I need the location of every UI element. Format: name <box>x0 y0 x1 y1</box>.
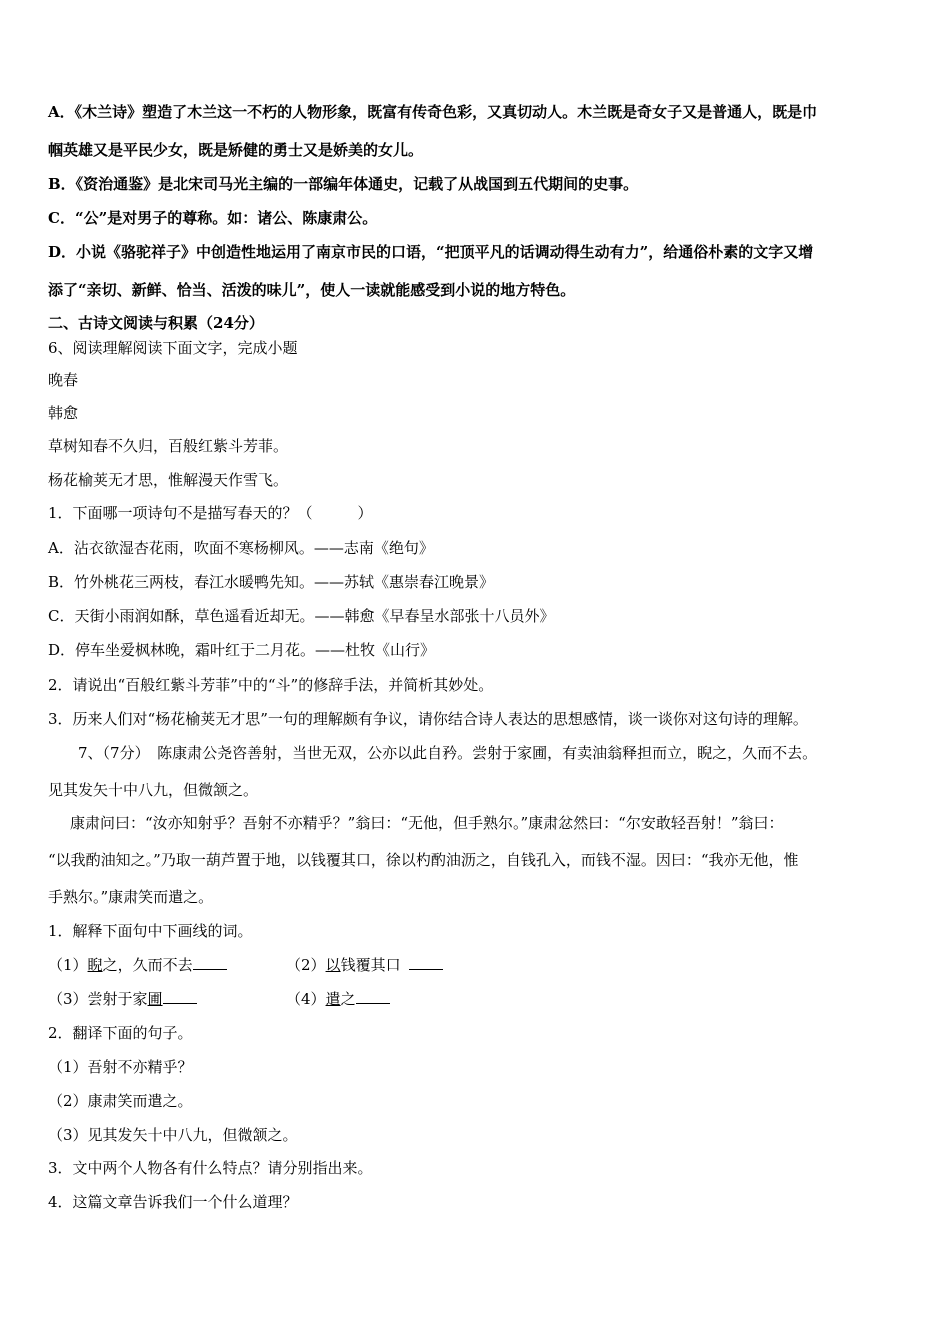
q6-sub1: 1．下面哪一项诗句不是描写春天的？（ ） <box>48 504 373 522</box>
q7-word1-prefix: （1） <box>48 956 88 974</box>
poem-line-2: 杨花榆荚无才思，惟解漫天作雪飞。 <box>48 471 289 489</box>
option-b: B．《资治通鉴》是北宋司马光主编的一部编年体通史，记载了从战国到五代期间的史事。 <box>48 175 639 193</box>
q7-sub2: 2．翻译下面的句子。 <box>48 1024 193 1042</box>
q7-para1-line2: 见其发矢十中八九，但微颔之。 <box>48 781 259 799</box>
q6-choice-c: C．天街小雨润如酥，草色遥看近却无。——韩愈《早春呈水部张十八员外》 <box>48 607 555 625</box>
q6-sub2: 2．请说出“百般红紫斗芳菲”中的“斗”的修辞手法，并简析其妙处。 <box>48 676 494 694</box>
poem-author: 韩愈 <box>48 404 79 422</box>
q7-para2-line3: 手熟尔。”康肃笑而遣之。 <box>48 888 214 906</box>
q7-para2-line2: “以我酌油知之。”乃取一葫芦置于地，以钱覆其口，徐以杓酌油沥之，自钱孔入，而钱不湿。因曰：“我亦无他，惟 <box>48 851 799 869</box>
q7-word1-suffix: 之，久而不去 <box>102 956 193 974</box>
q7-word4-underlined: 遣 <box>325 990 341 1008</box>
q6-choice-a: A．沾衣欲湿杏花雨，吹面不寒杨柳风。——志南《绝句》 <box>48 539 434 557</box>
q7-word4-prefix: （4） <box>286 990 326 1008</box>
q6-intro: 6、阅读理解阅读下面文字，完成小题 <box>48 339 298 357</box>
q7-translate-3: （3）见其发矢十中八九，但微颔之。 <box>48 1126 298 1144</box>
q7-word4 <box>286 989 390 1009</box>
q7-word2 <box>286 955 443 975</box>
poem-title: 晚春 <box>48 371 79 389</box>
q7-word2-prefix: （2） <box>286 956 326 974</box>
option-a-line2: 帼英雄又是平民少女，既是矫健的勇士又是娇美的女儿。 <box>48 141 424 159</box>
q7-word3 <box>48 989 197 1009</box>
q7-sub1: 1．解释下面句中下画线的词。 <box>48 922 253 940</box>
q6-choice-d: D．停车坐爱枫林晚，霜叶红于二月花。——杜牧《山行》 <box>48 641 436 659</box>
q7-word2-answer-blank[interactable] <box>409 955 443 970</box>
q7-word3-underlined: 圃 <box>147 990 163 1008</box>
option-d-line1: D．小说《骆驼祥子》中创造性地运用了南京市民的口语，“把顶平凡的话调动得生动有力”，给通俗朴素的文字又增 <box>48 243 814 261</box>
q7-translate-2: （2）康肃笑而遣之。 <box>48 1092 193 1110</box>
poem-line-1: 草树知春不久归，百般红紫斗芳菲。 <box>48 437 289 455</box>
section-heading: 二、古诗文阅读与积累（24分） <box>48 314 264 332</box>
q7-word3-answer-blank[interactable] <box>163 989 197 1004</box>
q7-sub3: 3．文中两个人物各有什么特点？请分别指出来。 <box>48 1159 373 1177</box>
option-d-line2: 添了“亲切、新鲜、恰当、活泼的味儿”，使人一读就能感受到小说的地方特色。 <box>48 281 576 299</box>
option-a-line1: A．《木兰诗》塑造了木兰这一不朽的人物形象，既富有传奇色彩，又真切动人。木兰既是奇女子又是普通人，既是巾 <box>48 103 818 121</box>
q7-sub4: 4．这篇文章告诉我们一个什么道理？ <box>48 1193 298 1211</box>
q7-word2-suffix: 钱覆其口 <box>340 956 406 974</box>
q7-para2-line1: 康肃问曰：“汝亦知射乎？吾射不亦精乎？”翁曰：“无他，但手熟尔。”康肃忿然曰：“尔安敢轻吾射！”翁曰： <box>70 814 784 832</box>
q7-word3-prefix: （3）尝射于家 <box>48 990 148 1008</box>
q7-word4-answer-blank[interactable] <box>356 989 390 1004</box>
q7-para1-line1: 7、（7分） 陈康肃公尧咨善射，当世无双，公亦以此自矜。尝射于家圃，有卖油翁释担而立，睨之，久而不去。 <box>78 744 818 762</box>
q7-word2-underlined: 以 <box>325 956 341 974</box>
q7-word1-answer-blank[interactable] <box>193 955 227 970</box>
q6-sub3: 3．历来人们对“杨花榆荚无才思”一句的理解颇有争议，请你结合诗人表达的思想感情，谈一谈你对这句诗的理解。 <box>48 710 808 728</box>
q7-word4-suffix: 之 <box>340 990 356 1008</box>
q7-word1 <box>48 955 227 975</box>
q7-translate-1: （1）吾射不亦精乎？ <box>48 1058 193 1076</box>
q6-choice-b: B．竹外桃花三两枝，春江水暖鸭先知。——苏轼《惠崇春江晚景》 <box>48 573 495 591</box>
option-c: C．“公”是对男子的尊称。如：诸公、陈康肃公。 <box>48 209 378 227</box>
q7-word1-underlined: 睨 <box>87 956 103 974</box>
